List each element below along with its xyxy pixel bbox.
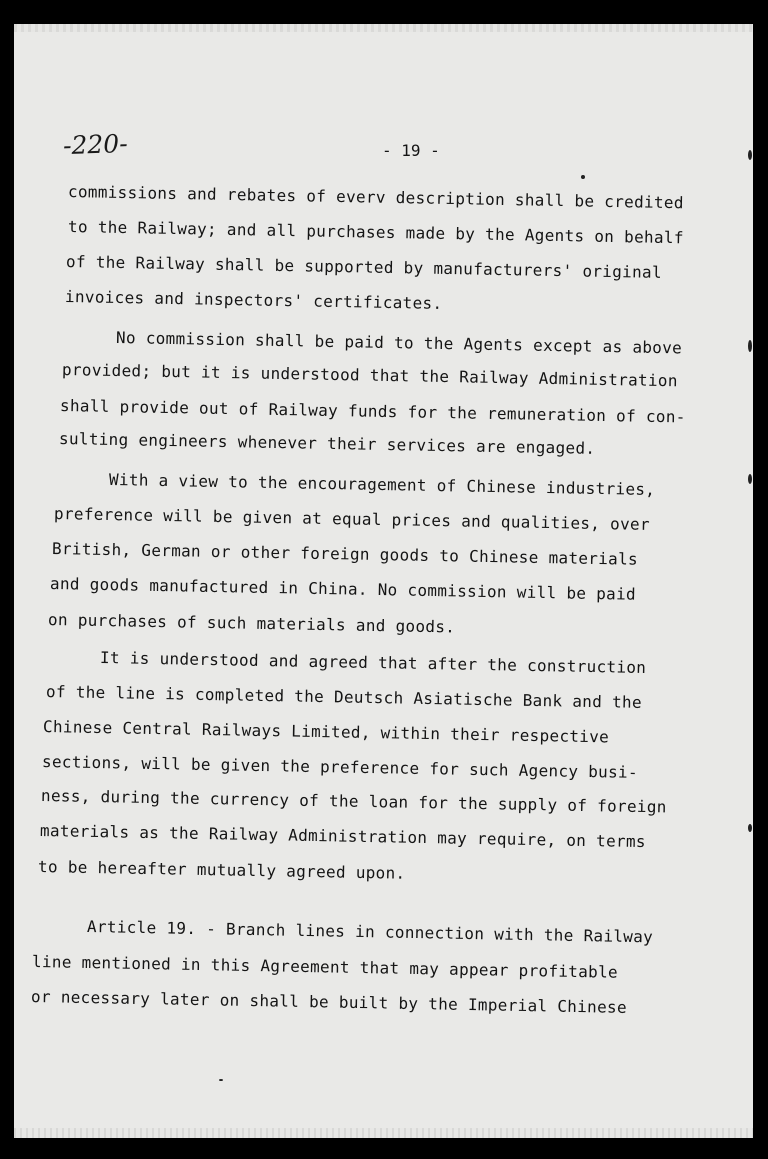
text-line: of the Railway shall be supported by manufacturers' original <box>65 252 663 282</box>
text-line: on purchases of such materials and goods. <box>47 610 456 637</box>
document-page <box>14 24 753 1138</box>
scan-noise-bottom <box>14 1128 753 1138</box>
text-line: invoices and inspectors' certificates. <box>64 287 443 313</box>
text-line: With a view to the encouragement of Chinese industries, <box>108 470 656 500</box>
text-line: to the Railway; and all purchases made by the Agents on behalf <box>67 217 684 248</box>
edge-speck-mark <box>748 340 752 352</box>
speck-mark <box>581 175 585 179</box>
text-line: of the line is completed the Deutsch Asiatische Bank and the <box>45 682 643 712</box>
edge-speck-mark <box>748 150 752 160</box>
edge-speck-mark <box>748 824 752 832</box>
scan-noise-top <box>14 24 753 32</box>
text-line: shall provide out of Railway funds for the remuneration of con- <box>59 396 686 427</box>
text-line: line mentioned in this Agreement that may appear profitable <box>31 952 619 982</box>
speck-mark <box>219 1079 223 1081</box>
text-line: Chinese Central Railways Limited, within their respective <box>42 717 610 747</box>
text-line: No commission shall be paid to the Agents except as above <box>115 328 683 358</box>
edge-speck-mark <box>748 474 752 484</box>
page-number: - 19 - <box>382 141 440 160</box>
text-line: ness, during the currency of the loan for the supply of foreign <box>40 786 667 817</box>
text-line: sections, will be given the preference for such Agency busi- <box>41 752 639 782</box>
text-line: provided; but it is understood that the Railway Administration <box>61 360 678 391</box>
text-line: preference will be given at equal prices and qualities, over <box>53 504 651 534</box>
text-line: materials as the Railway Administration may require, on terms <box>39 821 646 852</box>
text-line: It is understood and agreed that after the construction <box>99 648 647 678</box>
text-line: or necessary later on shall be built by the Imperial Chinese <box>30 987 628 1017</box>
text-line: Article 19. - Branch lines in connection with the Railway <box>86 917 654 947</box>
handwritten-page-number: -220- <box>62 128 129 161</box>
text-line: commissions and rebates of everv description shall be credited <box>67 182 684 213</box>
text-line: to be hereafter mutually agreed upon. <box>37 857 406 883</box>
text-line: and goods manufactured in China. No commission will be paid <box>49 574 637 604</box>
text-line: British, German or other foreign goods to Chinese materials <box>51 539 639 569</box>
text-line: sulting engineers whenever their services are engaged. <box>58 429 596 458</box>
